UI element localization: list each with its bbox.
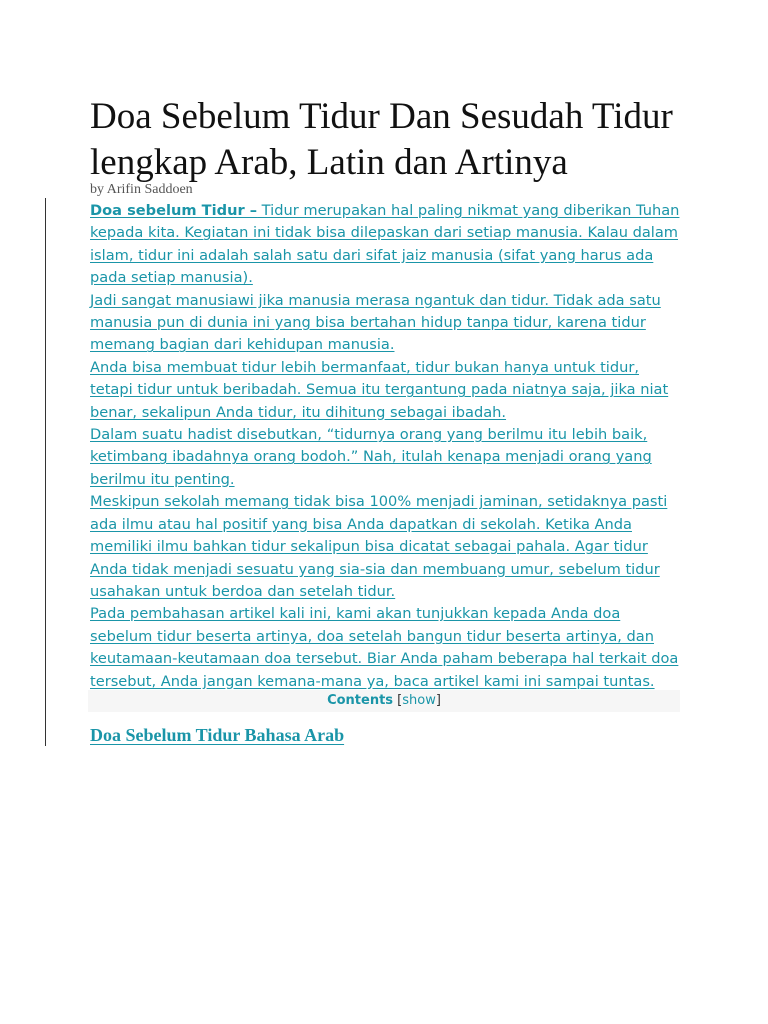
table-of-contents [88,690,680,712]
article-paragraph[interactable]: Pada pembahasan artikel kali ini, kami akan tunjukkan kepada Anda doa sebelum tidur beserta artinya, doa setelah bangun tidur beserta artinya, dan keutamaan-keutamaan doa tersebut. Biar Anda paham beberapa hal terkait doa tersebut, Anda jangan kemana-mana ya, baca artikel kami ini sampai tuntas. [90,605,679,690]
margin-line [45,198,46,746]
section-heading-link[interactable]: Doa Sebelum Tidur Bahasa Arab [90,725,345,745]
article-paragraph[interactable] [90,200,682,290]
article-paragraph[interactable]: Meskipun sekolah memang tidak bisa 100% menjadi jaminan, setidaknya pasti ada ilmu atau hal positif yang bisa Anda dapatkan di sekolah. Ketika Anda memiliki ilmu bahkan tidur sekalipun bisa dicatat sebagai pahala. Agar tidur Anda tidak menjadi sesuatu yang sia-sia dan membuang umur, sebelum tidur usahakan untuk berdoa dan setelah tidur. [90,493,668,600]
toc-close-bracket: ] [435,693,441,708]
article-paragraph[interactable]: Anda bisa membuat tidur lebih bermanfaat, tidur bukan hanya untuk tidur, tetapi tidur untuk beribadah. Semua itu tergantung pada niatnya saja, jika niat benar, sekalipun Anda tidur, itu dihitung sebagai ibadah. [90,358,669,421]
article-body [90,200,682,693]
toc-title: Contents [327,693,394,708]
paragraph-text[interactable]: Tidur merupakan hal paling nikmat yang diberikan Tuhan kepada kita. Kegiatan ini tidak bisa dilepaskan dari setiap manusia. Kalau dalam islam, tidur ini adalah salah satu dari sifat jaiz manusia (sifat yang harus ada pada setiap manusia). [90,202,680,287]
article-title: Doa Sebelum Tidur Dan Sesudah Tidur lengkap Arab, Latin dan Artinya [90,96,673,183]
article-byline: by Arifin Saddoen [90,182,193,197]
toc-show-link[interactable]: show [402,693,436,708]
article-paragraph[interactable]: Jadi sangat manusiawi jika manusia merasa ngantuk dan tidur. Tidak ada satu manusia pun di dunia ini yang bisa bertahan hidup tanpa tidur, karena tidur memang bagian dari kehidupan manusia. [90,291,661,354]
toc-open-bracket: [ [397,693,403,708]
article-paragraph[interactable]: Dalam suatu hadist disebutkan, “tidurnya orang yang berilmu itu lebih baik, ketimbang ibadahnya orang bodoh.” Nah, itulah kenapa menjadi orang yang berilmu itu penting. [90,426,652,488]
intro-lead-link[interactable]: Doa sebelum Tidur – [90,202,258,219]
